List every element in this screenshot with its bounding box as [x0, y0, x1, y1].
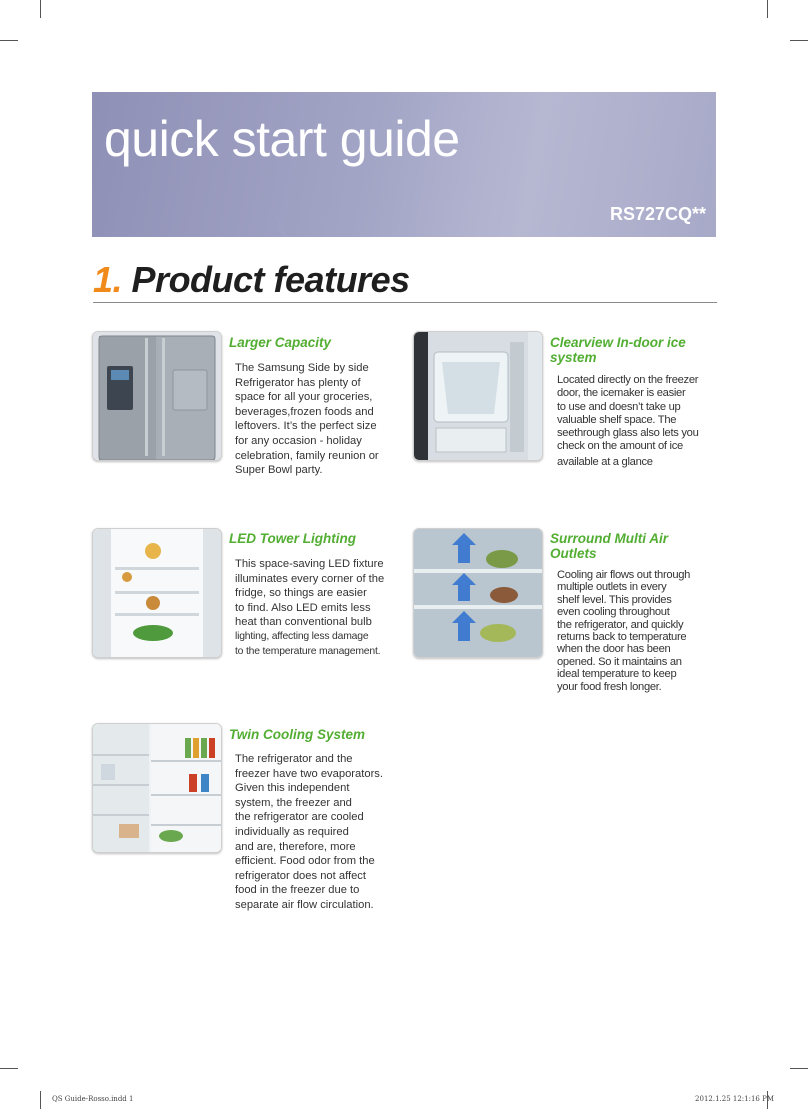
- crop-mark: [40, 1091, 41, 1109]
- feature-title-larger-capacity: Larger Capacity: [229, 335, 332, 350]
- feature-title-multi-air: Surround Multi Air Outlets: [550, 531, 668, 561]
- feature-title-twin-cooling: Twin Cooling System: [229, 727, 366, 742]
- section-heading: [93, 258, 716, 302]
- crop-mark: [0, 40, 18, 41]
- feature-body-multi-air: Cooling air flows out through multiple outlets in every shelf level. This provides even cooling throughout the refrigerator, and quickly returns back to temperature when the door has been opened. So it maintains an ideal temperature to keep your food fresh longer.: [557, 569, 691, 693]
- crop-mark: [40, 0, 41, 18]
- footer-filename: QS Guide-Rosso.indd 1: [52, 1095, 134, 1103]
- guide-title: quick start guide: [104, 111, 460, 167]
- footer-timestamp: 2012.1.25 12:1:16 PM: [695, 1095, 774, 1103]
- fridge-exterior-image: [92, 331, 222, 461]
- section-number: 1.: [93, 259, 123, 300]
- led-fridge-interior-image: [92, 528, 222, 658]
- feature-title-clearview: Clearview In-door ice system: [550, 335, 686, 365]
- heading-rule: [93, 302, 717, 303]
- air-outlets-image: [413, 528, 543, 658]
- feature-body-led-lighting: This space-saving LED fixture illuminates every corner of the fridge, so things are easier to find. Also LED emits less heat than conventional bulb lighting, affecting less damage to the temperature management.: [235, 558, 385, 657]
- feature-title-led-lighting: LED Tower Lighting: [229, 531, 356, 546]
- ice-maker-image: [413, 331, 543, 461]
- crop-mark: [0, 1068, 18, 1069]
- feature-body-twin-cooling: The refrigerator and the freezer have two evaporators. Given this independent system, the freezer and the refrigerator are cooled individually as required and are, therefore, more efficient. Food odor from the refrigerator does not affect food in the freezer due to separate air flow circulation.: [235, 753, 383, 911]
- crop-mark: [790, 40, 808, 41]
- crop-mark: [790, 1068, 808, 1069]
- header-banner: [92, 92, 716, 237]
- section-title: Product features: [131, 259, 410, 300]
- model-number: RS727CQ**: [609, 204, 706, 224]
- twin-cooling-interior-image: [92, 723, 222, 853]
- feature-body-clearview: Located directly on the freezer door, the icemaker is easier to use and doesn’t take up valuable shelf space. The seethrough glass also lets you check on the amount of ice available at a glance: [557, 374, 699, 468]
- crop-mark: [767, 0, 768, 18]
- feature-body-larger-capacity: The Samsung Side by side Refrigerator has plenty of space for all your groceries, beverages,frozen foods and leftovers. It’s the perfect size for any occasion - holiday celebration, family reunion or Super Bowl party.: [235, 362, 379, 477]
